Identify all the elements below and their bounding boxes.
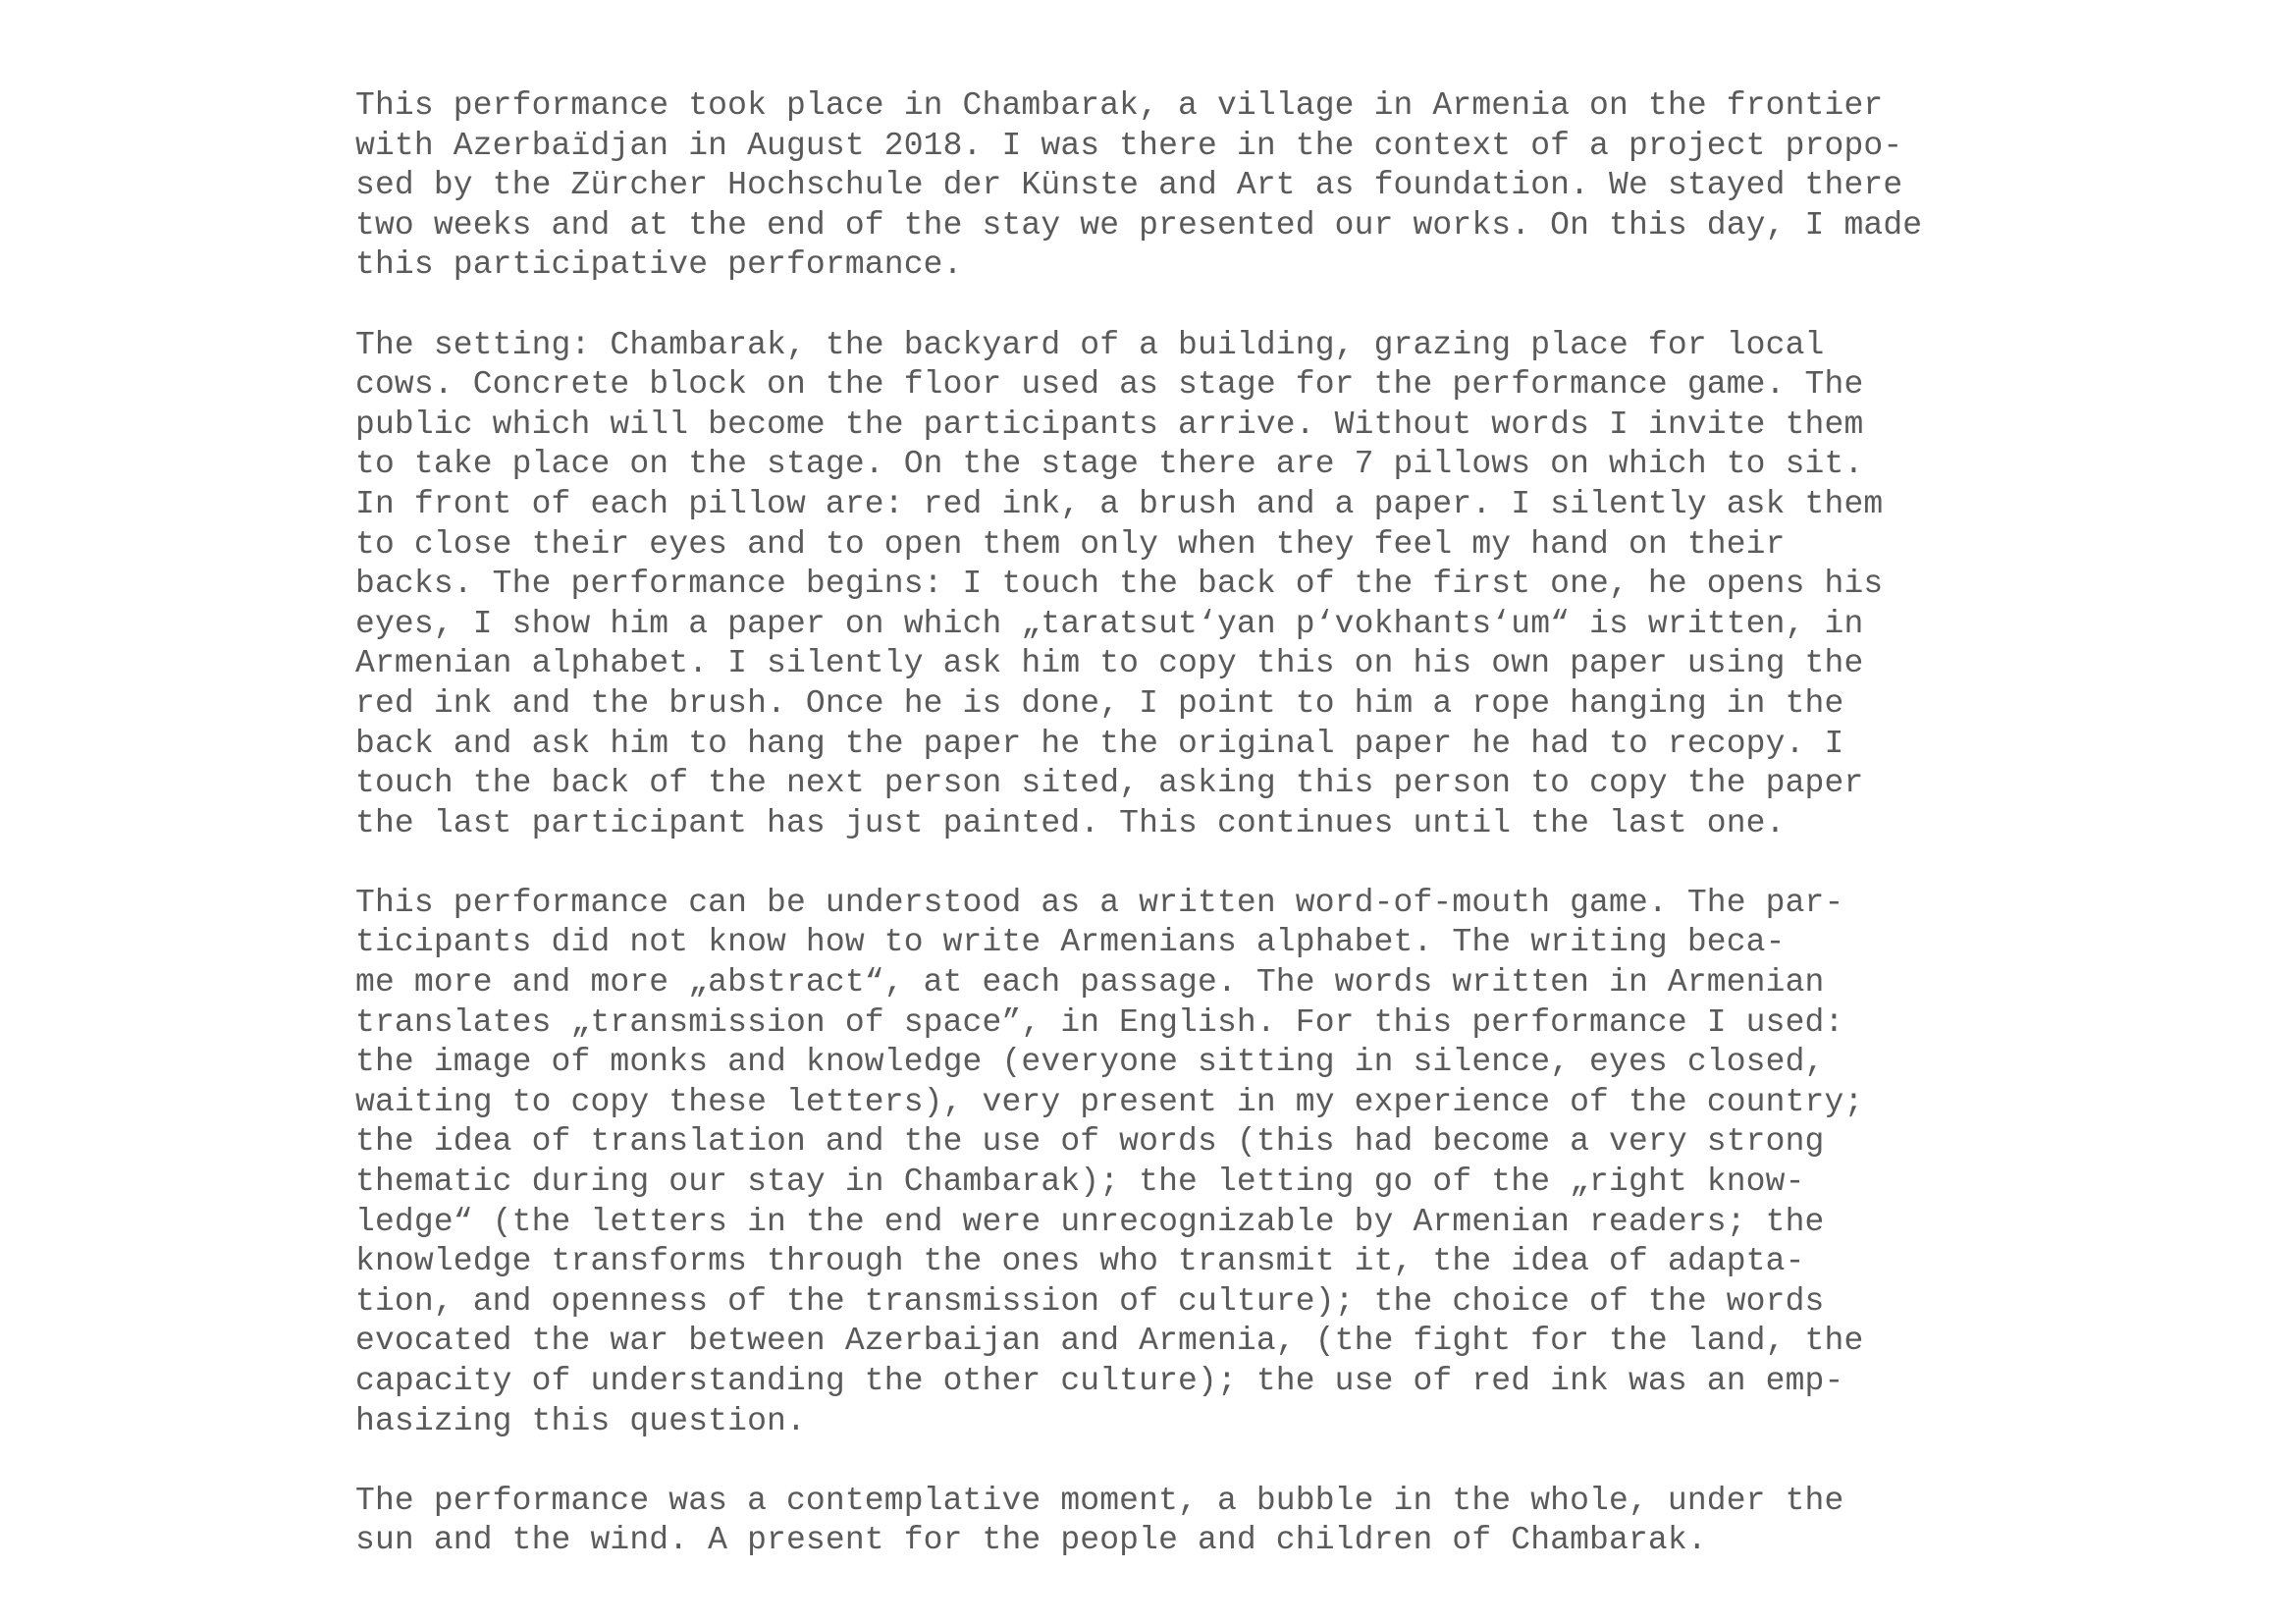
text-line: capacity of understanding the other culture); the use of red ink was an emp- — [355, 1363, 1844, 1399]
text-line: red ink and the brush. Once he is done, I point to him a rope hanging in the — [355, 684, 1844, 722]
text-line: The setting: Chambarak, the backyard of a building, grazing place for local — [355, 326, 1825, 363]
text-line: the idea of translation and the use of words (this had become a very strong — [355, 1123, 1825, 1161]
text-line: waiting to copy these letters), very present in my experience of the country; — [355, 1083, 1864, 1120]
text-line: eyes, I show him a paper on which „taratsut‘yan p‘vokhants‘um“ is written, in — [355, 605, 1864, 642]
text-line: with Azerbaïdjan in August 2018. I was there in the context of a project propo- — [355, 127, 1903, 164]
text-line: the last participant has just painted. This continues until the last one. — [355, 804, 1786, 841]
text-line: to close their eyes and to open them only when they feel my hand on their — [355, 525, 1786, 563]
text-line: touch the back of the next person sited, asking this person to copy the paper — [355, 765, 1864, 802]
text-line: This performance took place in Chambarak, a village in Armenia on the frontier — [355, 87, 1884, 124]
text-line: translates „transmission of space”, in English. For this performance I used: — [355, 1003, 1844, 1041]
paragraph-analysis — [355, 884, 1965, 1441]
text-line: hasizing this question. — [355, 1402, 806, 1439]
text-line: this participative performance. — [355, 246, 963, 284]
text-line: ticipants did not know how to write Armenians alphabet. The writing beca- — [355, 924, 1786, 961]
text-line: sed by the Zürcher Hochschule der Künste and Art as foundation. We stayed there — [355, 167, 1903, 204]
paragraph-conclusion — [355, 1482, 1965, 1561]
text-line: cows. Concrete block on the floor used as stage for the performance game. The — [355, 366, 1864, 404]
text-line: to take place on the stage. On the stage there are 7 pillows on which to sit. — [355, 446, 1864, 483]
text-line: This performance can be understood as a written word-of-mouth game. The par- — [355, 884, 1844, 921]
text-line: sun and the wind. A present for the people and children of Chambarak. — [355, 1522, 1707, 1559]
text-line: ledge“ (the letters in the end were unrecognizable by Armenian readers; the — [355, 1203, 1825, 1240]
text-line: evocated the war between Azerbaijan and Armenia, (the fight for the land, the — [355, 1323, 1864, 1360]
text-line: thematic during our stay in Chambarak); the letting go of the „right know- — [355, 1164, 1805, 1201]
text-line: public which will become the participants arrive. Without words I invite them — [355, 406, 1864, 443]
paragraph-setting — [355, 326, 1965, 844]
text-line: knowledge transforms through the ones who transmit it, the idea of adapta- — [355, 1243, 1805, 1280]
paragraph-intro — [355, 86, 1965, 286]
document-body — [355, 86, 1965, 1601]
text-line: tion, and openness of the transmission of culture); the choice of the words — [355, 1282, 1825, 1320]
text-line: back and ask him to hang the paper he the original paper he had to recopy. I — [355, 725, 1844, 762]
text-line: backs. The performance begins: I touch the back of the first one, he opens his — [355, 566, 1884, 603]
text-line: me more and more „abstract“, at each passage. The words written in Armenian — [355, 964, 1825, 1001]
text-line: The performance was a contemplative moment, a bubble in the whole, under the — [355, 1482, 1844, 1519]
text-line: In front of each pillow are: red ink, a brush and a paper. I silently ask them — [355, 485, 1884, 522]
text-line: two weeks and at the end of the stay we presented our works. On this day, I made — [355, 206, 1923, 244]
text-line: Armenian alphabet. I silently ask him to copy this on his own paper using the — [355, 645, 1864, 682]
text-line: the image of monks and knowledge (everyone sitting in silence, eyes closed, — [355, 1044, 1825, 1081]
